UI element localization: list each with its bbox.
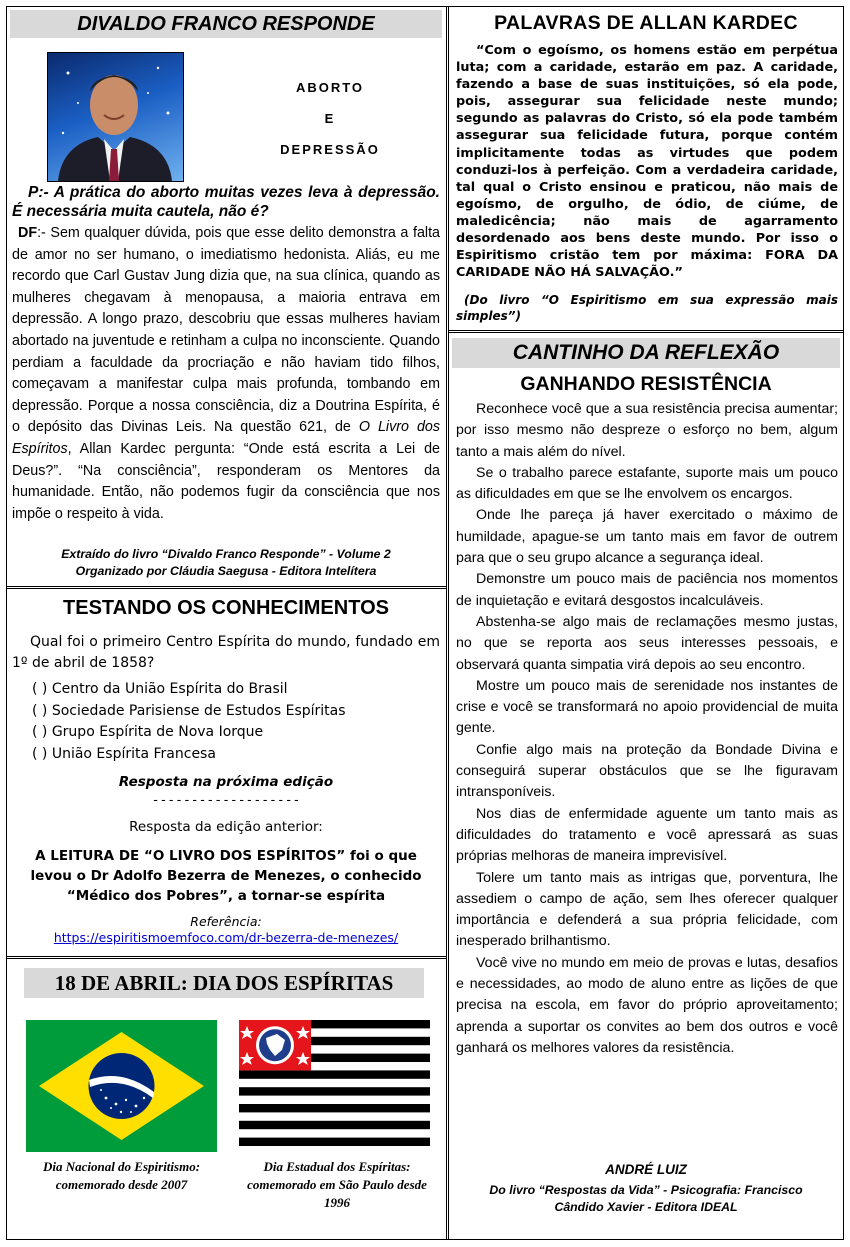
divaldo-source	[10, 546, 442, 580]
divider	[449, 330, 844, 333]
option-2[interactable]: ( ) Sociedade Parisiense de Estudos Espíritas	[32, 702, 346, 719]
divaldo-topic	[260, 72, 400, 165]
topic-line-3: DEPRESSÃO	[280, 142, 380, 157]
options-list	[32, 679, 432, 765]
cantinho-body	[456, 399, 838, 1059]
dashes-separator: -------------------	[151, 793, 301, 808]
column-divider	[446, 6, 449, 1240]
cantinho-source-line-2: Cândido Xavier - Editora IDEAL	[554, 1200, 738, 1214]
divaldo-photo	[47, 52, 184, 182]
paragraph-8: Nos dias de enfermidade aguente um tanto mais as dificuldades do tratamento e você apressará as suas próprias melhoras de maneira imprevisível.	[456, 805, 838, 865]
paragraph-3: Onde lhe pareça já haver exercitado o máximo de humildade, apague-se um tanto mais em favor de outrem para que o seu grupo alcance a segurança ideal.	[456, 507, 838, 567]
option-1[interactable]: ( ) Centro da União Espírita do Brasil	[32, 681, 288, 697]
divaldo-header: DIVALDO FRANCO RESPONDE	[10, 10, 442, 38]
brazil-flag-icon	[26, 1020, 217, 1152]
kardec-section	[452, 10, 840, 326]
testando-section	[10, 592, 442, 952]
testando-header: TESTANDO OS CONHECIMENTOS	[63, 597, 389, 619]
paragraph-7: Confie algo mais na proteção da Bondade Divina e conseguirá superar obstáculos que se lhe figuravam intransponíveis.	[456, 741, 838, 801]
dia-section	[10, 962, 442, 1238]
reference-label: Referência:	[190, 914, 262, 929]
option-4[interactable]: ( ) União Espírita Francesa	[32, 745, 216, 762]
divider	[6, 956, 446, 959]
kardec-header: PALAVRAS DE ALLAN KARDEC	[494, 12, 798, 34]
divider	[6, 586, 446, 589]
topic-line-1: ABORTO	[295, 80, 365, 95]
kardec-source: (Do livro “O Espiritismo em sua expressão mais simples”)	[456, 293, 838, 323]
source-line-1: Extraído do livro “Divaldo Franco Responde” - Volume 2	[61, 547, 391, 561]
cantinho-header: CANTINHO DA REFLEXÃO	[452, 338, 840, 368]
paragraph-2: Se o trabalho parece estafante, suporte mais um pouco as dificuldades em que se lhe envolvem os encargos.	[456, 464, 838, 503]
cantinho-section	[452, 338, 840, 1238]
testando-question: Qual foi o primeiro Centro Espírita do mundo, fundado em 1º de abril de 1858?	[12, 634, 440, 671]
prev-answer: A LEITURA DE “O LIVRO DOS ESPÍRITOS” foi o que levou o Dr Adolfo Bezerra de Menezes, o conhecido “Médico dos Pobres”, a tornar-se espírita	[30, 848, 422, 904]
caption-brazil: Dia Nacional do Espiritismo: comemorado desde 2007	[42, 1159, 201, 1192]
portrait-icon	[48, 53, 183, 181]
answer-label: DF	[18, 225, 38, 241]
cantinho-title: GANHANDO RESISTÊNCIA	[520, 373, 772, 395]
option-3[interactable]: ( ) Grupo Espírita de Nova Iorque	[32, 724, 264, 740]
paragraph-9: Tolere um tanto mais as intrigas que, porventura, lhe assediem o campo de ação, sem lhes oferecer qualquer importância e defenderá a sua própria felicidade, com inesperado brilhantismo.	[456, 869, 838, 950]
answer-part-1: :- Sem qualquer dúvida, pois que esse delito demonstra a falta de amor no ser humano, o imediatismo hedonista. Aliás, eu me recordo que Carl Gustav Jung dizia que, na sua clínica, quando as mulheres chegavam à menopausa, a maioria entrava em depressão. A longo prazo, descobriu que essas mulheres haviam abortado na juventude e retinham a culpa no inconsciente. Quando perdiam a faculdade da procriação e não haviam tido filhos, começavam a manifestar culpa mais profunda, tombando em depressão. Porque a nossa consciência, diz a Doutrina Espírita, é o depósito das Divinas Leis. Na questão 621, de	[12, 225, 440, 436]
cantinho-author: ANDRÉ LUIZ	[605, 1162, 687, 1177]
kardec-quote: “Com o egoísmo, os homens estão em perpétua luta; com a caridade, estarão em paz. A caridade, fazendo a base de suas instituições, só ela pode, pois, assegurar sua felicidade neste mundo; segundo as palavras do Cristo, só ela pode também assegurar sua felicidade futura, porque contém implicitamente todas as virtudes que podem conduzi-los à perfeição. Com a verdadeira caridade, tal qual o Cristo ensinou e praticou, não mais de egoísmo, de orgulho, de ódio, de ciúme, de maledicência; não mais de agarramento desordenado aos bens deste mundo. Por isso o Espiritismo cristão tem por máxima: FORA DA CARIDADE NÃO HÁ SALVAÇÃO.”	[456, 43, 838, 281]
cantinho-source	[452, 1182, 840, 1216]
divaldo-answer	[12, 223, 440, 525]
paragraph-4: Demonstre um pouco mais de paciência nos momentos de inquietação e evitará desgostos incalculáveis.	[456, 571, 838, 609]
paragraph-6: Mostre um pouco mais de serenidade nos instantes de crise e você se transformará no apoio providencial de muita gente.	[456, 677, 838, 737]
reference-link[interactable]: https://espiritismoemfoco.com/dr-bezerra-de-menezes/	[53, 930, 399, 945]
source-line-2: Organizado por Cláudia Saegusa - Editora Intelítera	[75, 564, 377, 578]
dia-header: 18 DE ABRIL: DIA DOS ESPÍRITAS	[24, 968, 424, 998]
topic-line-2: E	[324, 111, 336, 126]
prev-answer-label: Resposta da edição anterior:	[129, 819, 323, 835]
paragraph-10: Você vive no mundo em meio de provas e lutas, desafios e necessidades, ao modo de aluno entre as lições de que precisa na escola, em favor do próprio aproveitamento; aprenda a suportar os convites ao bem dos outros e você ganhará os melhores valores da resistência.	[456, 954, 838, 1056]
paragraph-5: Abstenha-se algo mais de reclamações mesmo justas, no que se reporta aos seus interesses pessoais, e observará quanta simpatia virá depois ao seu encontro.	[456, 613, 838, 673]
caption-sao-paulo: Dia Estadual dos Espíritas: comemorado em São Paulo desde 1996	[247, 1159, 427, 1210]
answer-part-2: , Allan Kardec pergunta: “Onde está escrita a Lei de Deus?”. “Na consciência”, responderam os Mentores da humanidade. Então, não podemos fugir da consciência que nos impõe o respeito à vida.	[12, 440, 440, 522]
sao-paulo-flag-icon	[239, 1020, 430, 1154]
divaldo-question: P:- A prática do aborto muitas vezes leva à depressão. É necessária muita cautela, não é?	[12, 184, 440, 220]
next-answer-note: Resposta na próxima edição	[118, 774, 334, 790]
cantinho-source-line-1: Do livro “Respostas da Vida” - Psicografia: Francisco	[489, 1183, 803, 1197]
paragraph-1: Reconhece você que a sua resistência precisa aumentar; por isso mesmo não despreze o esforço no bem, algum tanto a mais além do nível.	[456, 401, 838, 460]
answer-book-title: O Livro dos Espíritos	[12, 419, 441, 457]
divaldo-section	[10, 10, 442, 584]
